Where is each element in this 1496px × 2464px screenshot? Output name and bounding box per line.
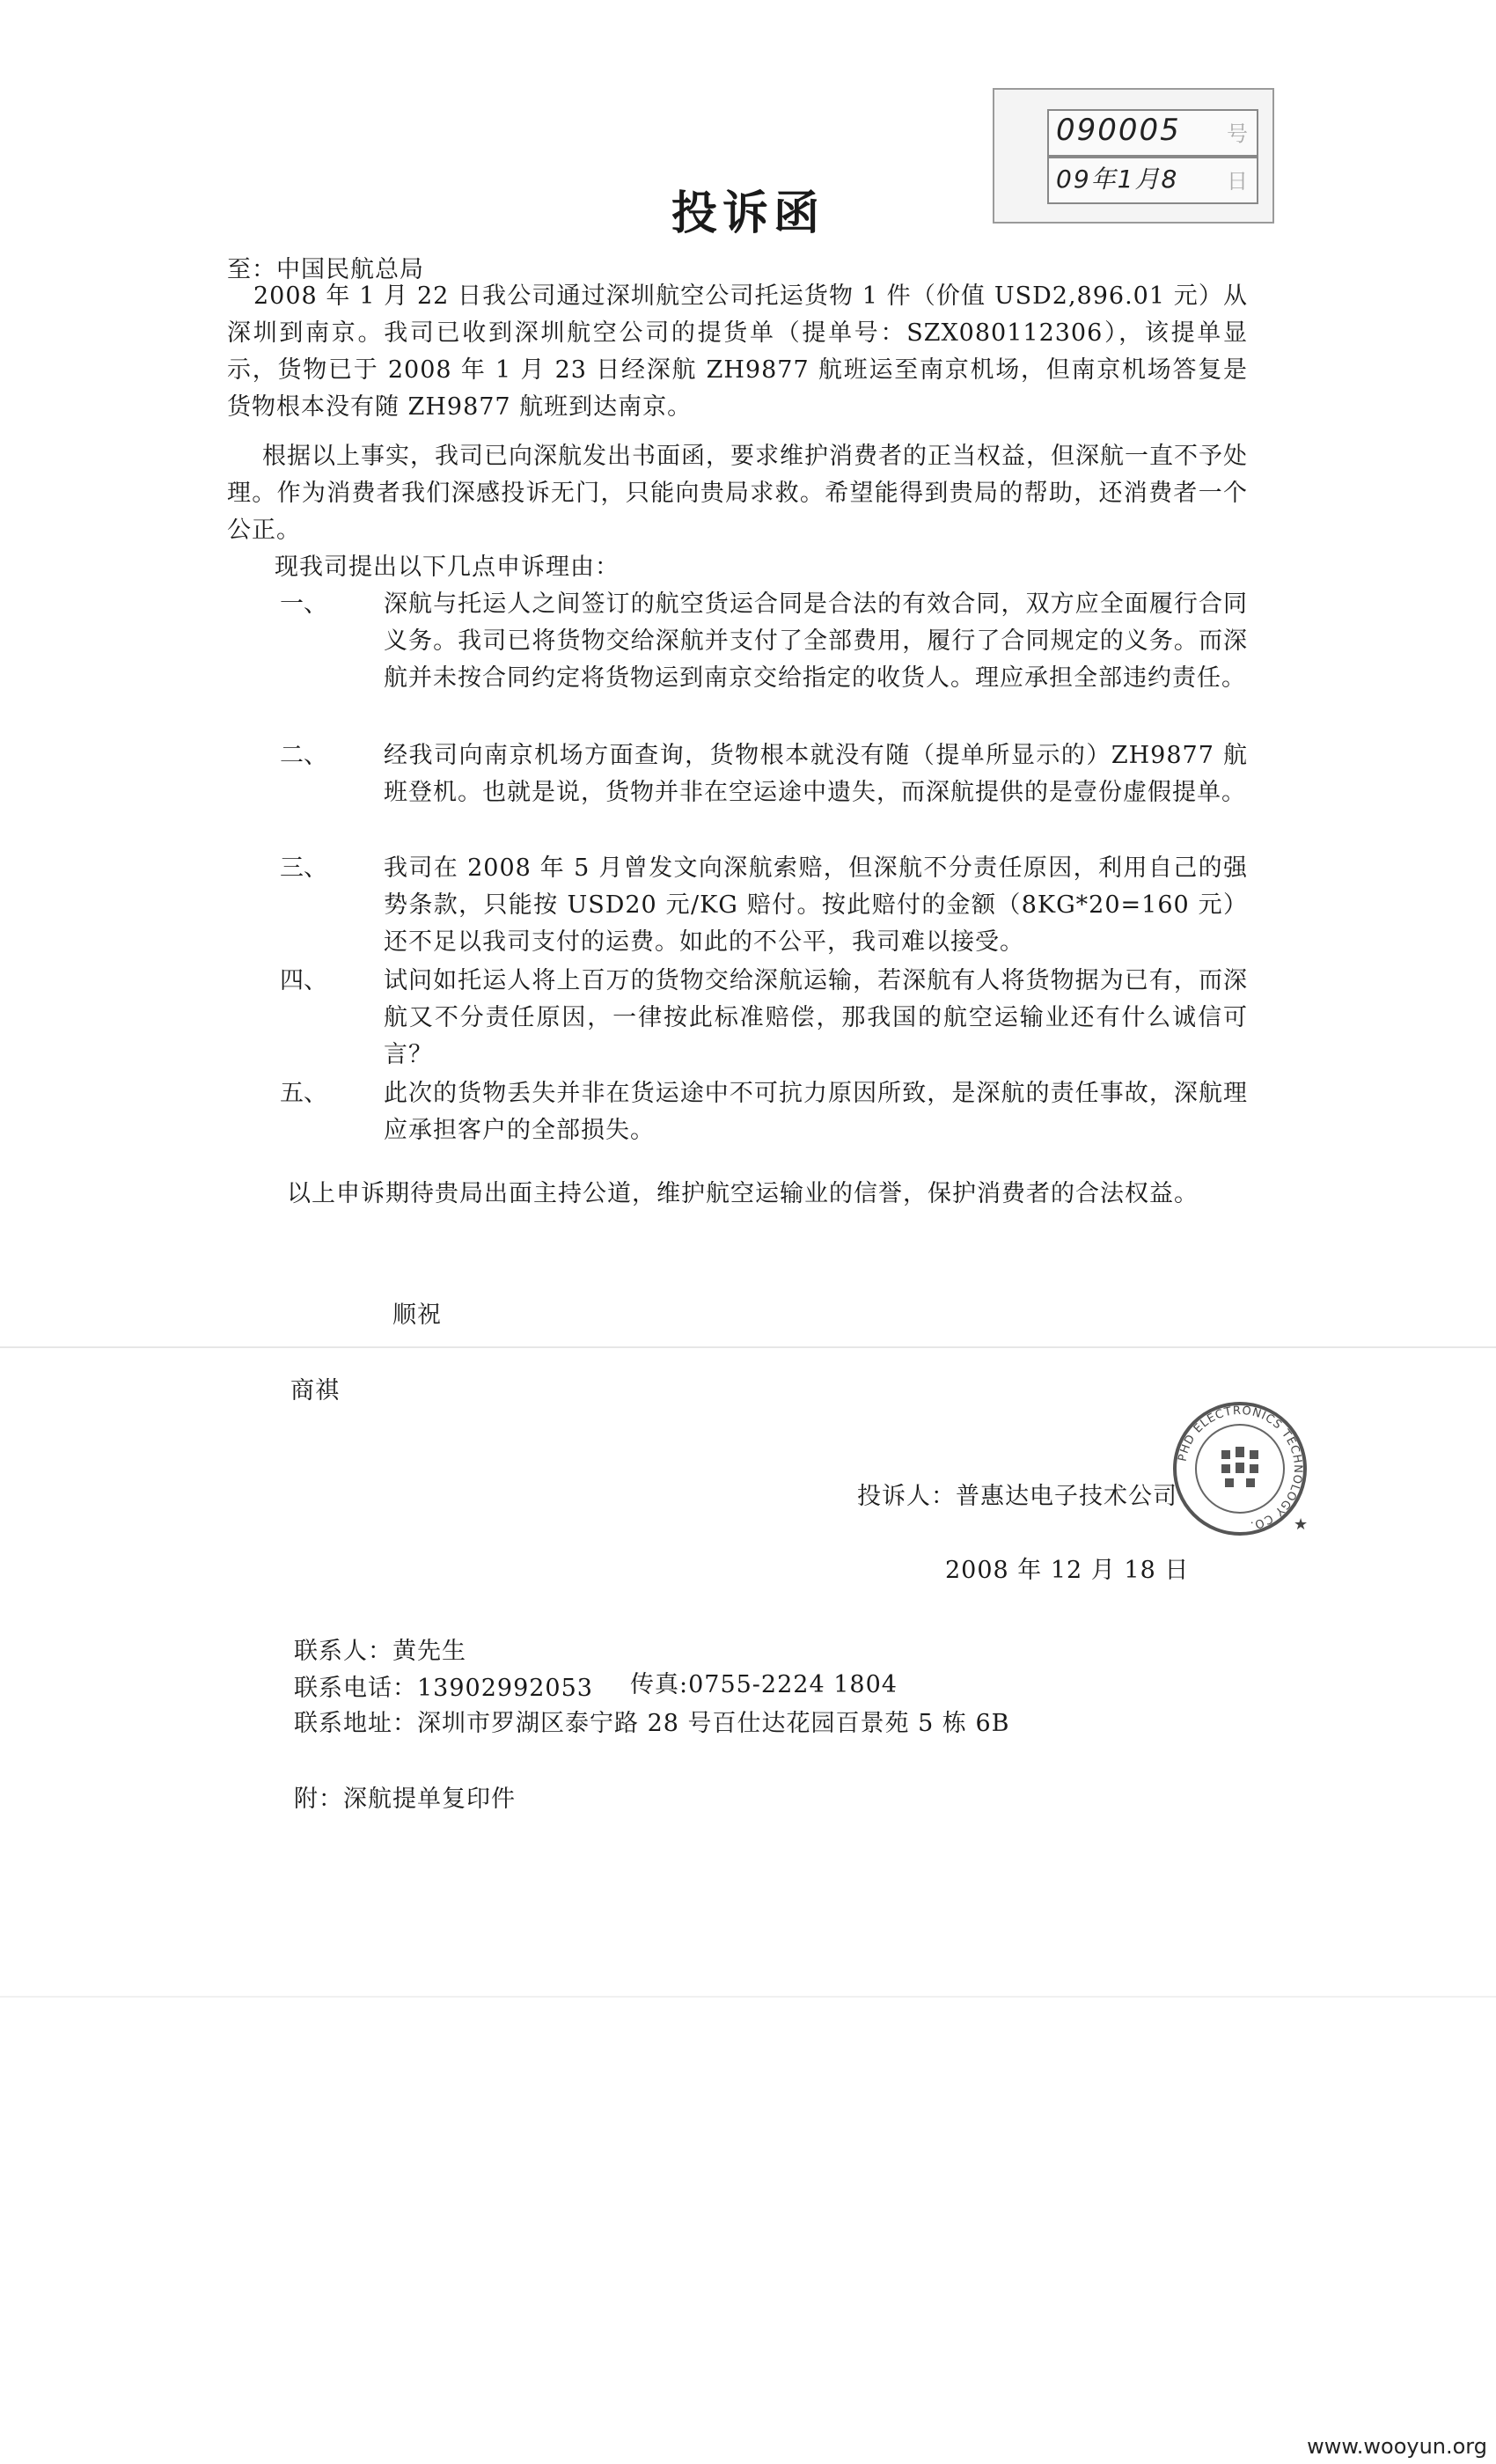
contact-fax: 传真:0755-2224 1804 [630, 1671, 898, 1698]
scan-artifact-line [0, 1346, 1496, 1348]
receipt-date-unit: 日 [1227, 169, 1248, 194]
seal-ring-text: PHD ELECTRONICS TECHNOLOGY CO. [1176, 1404, 1305, 1532]
point-number-5: 五、 [280, 1080, 327, 1107]
point-text-4: 试问如托运人将上百万的货物交给深航运输，若深航有人将货物据为已有，而深航又不分责任原因，一律按此标准赔偿，那我国的航空运输业还有什么诚信可言？ [384, 967, 1248, 1068]
point-text-5: 此次的货物丢失并非在货运途中不可抗力原因所致，是深航的责任事故，深航理应承担客户的全部损失。 [384, 1080, 1248, 1144]
seal-star-icon: ★ [1294, 1515, 1309, 1534]
points-intro: 现我司提出以下几点申诉理由： [275, 554, 620, 581]
receipt-number: 090005 [1056, 113, 1181, 148]
letter-date: 2008 年 12 月 18 日 [945, 1557, 1190, 1584]
contact-address: 联系地址：深圳市罗湖区泰宁路 28 号百仕达花园百景苑 5 栋 6B [294, 1710, 1010, 1737]
receipt-number-unit: 号 [1227, 121, 1248, 146]
attachment-note: 附：深航提单复印件 [294, 1786, 516, 1813]
contact-phone: 联系电话：13902992053 [294, 1675, 593, 1702]
point-number-1: 一、 [280, 590, 327, 618]
seal-center-marks [1221, 1447, 1258, 1487]
recipient-line: 至：中国民航总局 [227, 256, 424, 283]
paragraph-complaint: 根据以上事实，我司已向深航发出书面函，要求维护消费者的正当权益，但深航一直不予处理。作为消费者我们深感投诉无门，只能向贵局求救。希望能得到贵局的帮助，还消费者一个公正。 [227, 443, 1248, 544]
receipt-date: 09年1月8 [1056, 165, 1179, 194]
site-watermark: www.wooyun.org [1307, 2434, 1487, 2459]
paragraph-facts: 2008 年 1 月 22 日我公司通过深圳航空公司托运货物 1 件（价值 USD2,896.01 元）从深圳到南京。我司已收到深圳航空公司的提货单（提单号：SZX080112306），该提单显示，货物已于 2008 年 1 月 23 日经深航 ZH9877 航班运至南京机场，但南京机场答复是货物根本没有随 ZH9877 航班到达南京。 [227, 282, 1248, 421]
point-text-3: 我司在 2008 年 5 月曾发文向深航索赔，但深航不分责任原因，利用自己的强势条款，只能按 USD20 元/KG 赔付。按此赔付的金额（8KG*20=160 元）还不足以我司支付的运费。如此的不公平，我司难以接受。 [384, 854, 1248, 956]
point-number-4: 四、 [280, 967, 327, 994]
scan-artifact-line-lower [0, 1996, 1496, 1998]
contact-person: 联系人：黄先生 [294, 1638, 466, 1665]
complainant-line: 投诉人：普惠达电子技术公司 [857, 1483, 1177, 1510]
point-number-2: 二、 [280, 742, 327, 769]
salutation-business: 商祺 [290, 1377, 340, 1404]
salutation-regards: 顺祝 [392, 1302, 442, 1329]
point-text-2: 经我司向南京机场方面查询，货物根本就没有随（提单所显示的）ZH9877 航班登机。也就是说，货物并非在空运途中遗失，而深航提供的是壹份虚假提单。 [384, 742, 1248, 806]
closing-statement: 以上申诉期待贵局出面主持公道，维护航空运输业的信誉，保护消费者的合法权益。 [287, 1180, 1199, 1207]
point-text-1: 深航与托运人之间签订的航空货运合同是合法的有效合同，双方应全面履行合同义务。我司已将货物交给深航并支付了全部费用，履行了合同规定的义务。而深航并未按合同约定将货物运到南京交给指定的收货人。理应承担全部违约责任。 [384, 590, 1248, 692]
document-title: 投诉函 [671, 187, 825, 240]
company-seal [1170, 1399, 1309, 1538]
receipt-number-row [1047, 109, 1258, 157]
point-number-3: 三、 [280, 854, 327, 882]
